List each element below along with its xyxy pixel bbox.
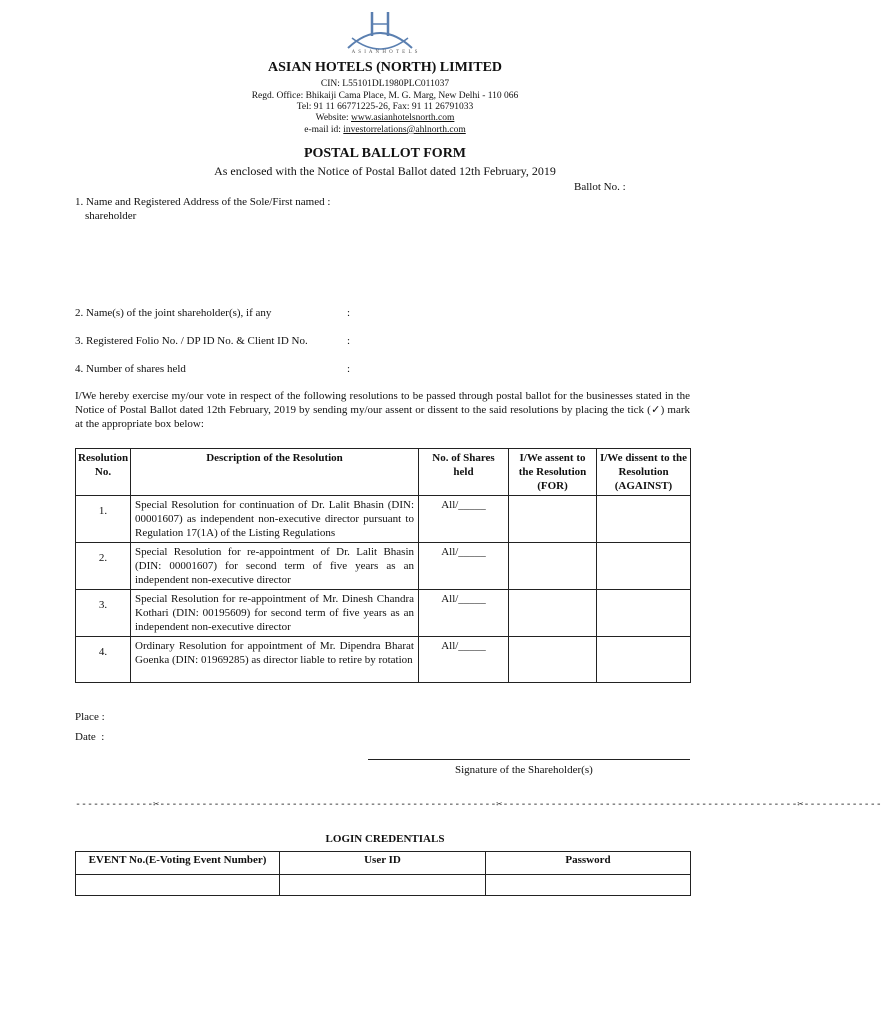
email-label: e-mail id:: [304, 125, 344, 135]
dissent-box[interactable]: [597, 590, 691, 637]
login-header-row: [76, 852, 691, 875]
intro-paragraph: I/We hereby exercise my/our vote in respect of the following resolutions to be passed through postal ballot for the businesses stated in the Notice of Postal Ballot dated 12th February, 2019 by sending my/our assent or dissent to the said resolutions by placing the tick (✓) mark at the appropriate box below:: [75, 390, 690, 430]
login-credentials-title: LOGIN CREDENTIALS: [325, 833, 445, 845]
assent-box[interactable]: [509, 637, 597, 683]
field-folio-label: 3. Registered Folio No. / DP ID No. & Client ID No.: [75, 335, 308, 347]
header-resolution-no: Resolution No.: [76, 449, 131, 496]
table-row: [76, 496, 691, 543]
form-title: POSTAL BALLOT FORM: [303, 146, 467, 161]
resolution-number: 2.: [76, 543, 131, 590]
header-assent: I/We assent to the Resolution (FOR): [509, 449, 597, 496]
website-link[interactable]: www.asianhotelsnorth.com: [351, 113, 455, 123]
ballot-no: Ballot No. :: [574, 181, 626, 193]
header-password: Password: [486, 852, 691, 875]
dissent-box[interactable]: [597, 637, 691, 683]
resolutions-table: [75, 448, 691, 683]
shares-held-cell[interactable]: All/_____: [419, 543, 509, 590]
form-subtitle: As enclosed with the Notice of Postal Ballot dated 12th February, 2019: [214, 164, 556, 178]
shares-held-cell[interactable]: All/_____: [419, 637, 509, 683]
cin: CIN: L55101DL1980PLC011037: [320, 79, 450, 89]
place-label: Place :: [75, 711, 105, 723]
login-value-row: [76, 875, 691, 896]
signature-label: Signature of the Shareholder(s): [455, 764, 593, 776]
assent-box[interactable]: [509, 496, 597, 543]
resolution-number: 1.: [76, 496, 131, 543]
event-no-cell[interactable]: [76, 875, 280, 896]
dissent-box[interactable]: [597, 543, 691, 590]
logo-text: A S I A N H O T E L S: [351, 50, 419, 55]
dissent-box[interactable]: [597, 496, 691, 543]
resolution-description: Special Resolution for re-appointment of Mr. Dinesh Chandra Kothari (DIN: 00195609) for second term of five years as an independent non-executive director: [131, 590, 419, 637]
field-joint-holders-colon: :: [347, 307, 351, 319]
resolutions-header-row: [76, 449, 691, 496]
registered-office: Regd. Office: Bhikaiji Cama Place, M. G. Marg, New Delhi - 110 066: [251, 91, 519, 101]
login-credentials-table: [75, 851, 691, 896]
header-event-no: EVENT No.(E-Voting Event Number): [76, 852, 280, 875]
date-label: Date :: [75, 731, 105, 743]
user-id-cell[interactable]: [280, 875, 486, 896]
field-name-address-label: 1. Name and Registered Address of the Sole/First named :: [75, 196, 331, 208]
header-description: Description of the Resolution: [131, 449, 419, 496]
telephone: Tel: 91 11 66771225-26, Fax: 91 11 26791033: [296, 102, 474, 112]
field-folio-colon: :: [347, 335, 351, 347]
header-shares-held: No. of Shares held: [419, 449, 509, 496]
shares-held-cell[interactable]: All/_____: [419, 496, 509, 543]
resolution-number: 4.: [76, 637, 131, 683]
assent-box[interactable]: [509, 543, 597, 590]
header-dissent: I/We dissent to the Resolution (AGAINST): [597, 449, 691, 496]
resolution-description: Special Resolution for re-appointment of Dr. Lalit Bhasin (DIN: 00001607) for second term of five years as an independent non-executive director: [131, 543, 419, 590]
field-name-address-label-2: shareholder: [85, 210, 137, 222]
email-line: [0, 124, 770, 136]
field-joint-holders-label: 2. Name(s) of the joint shareholder(s), if any: [75, 307, 272, 319]
email-link[interactable]: investorrelations@ahlnorth.com: [343, 125, 466, 135]
table-row: [76, 543, 691, 590]
field-shares-colon: :: [347, 363, 351, 375]
resolution-description: Ordinary Resolution for appointment of Mr. Dipendra Bharat Goenka (DIN: 01969285) as director liable to retire by rotation: [131, 637, 419, 683]
resolution-number: 3.: [76, 590, 131, 637]
table-row: [76, 590, 691, 637]
table-row: [76, 637, 691, 683]
signature-line[interactable]: [368, 759, 690, 760]
scissors-cut-line: -------------✂--------------------------------------------------------✂-------------------------------------------------✂-------------: [75, 799, 882, 810]
shares-held-cell[interactable]: All/_____: [419, 590, 509, 637]
resolution-description: Special Resolution for continuation of Dr. Lalit Bhasin (DIN: 00001607) as independent non-executive director pursuant to Regulation 17(1A) of the Listing Regulations: [131, 496, 419, 543]
website-label: Website:: [315, 113, 352, 123]
assent-box[interactable]: [509, 590, 597, 637]
website-line: [0, 112, 770, 124]
company-name: ASIAN HOTELS (NORTH) LIMITED: [267, 60, 503, 75]
field-shares-label: 4. Number of shares held: [75, 363, 186, 375]
password-cell[interactable]: [486, 875, 691, 896]
header-user-id: User ID: [280, 852, 486, 875]
